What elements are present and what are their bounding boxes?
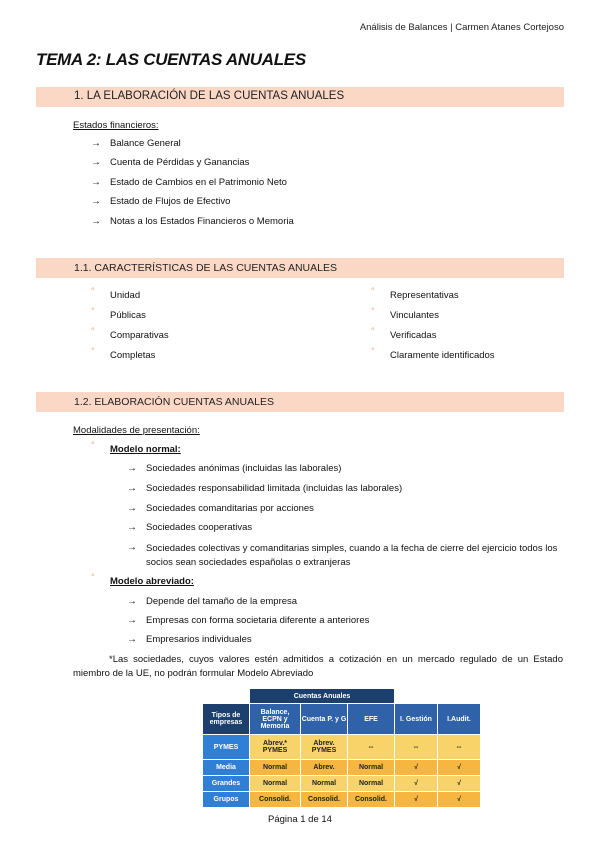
column-header: I.Audit.: [438, 704, 481, 735]
bullet-icon: °: [91, 346, 95, 356]
arrow-icon: →: [127, 503, 137, 514]
table-cell: Normal: [348, 776, 395, 792]
table-cell: Normal: [348, 760, 395, 776]
arrow-icon: →: [91, 216, 101, 227]
table-cell: √: [438, 760, 481, 776]
list-item: Claramente identificados: [390, 350, 495, 361]
table-cell: Normal: [301, 776, 348, 792]
section-1-1-heading: 1.1. CARACTERÍSTICAS DE LAS CUENTAS ANUALES: [74, 262, 337, 274]
running-header: Análisis de Balances | Carmen Atanes Cortejoso: [359, 22, 564, 33]
normal-model-title: Modelo normal:: [110, 444, 181, 455]
row-label: Grandes: [203, 776, 250, 792]
column-header: Tipos de empresas: [203, 704, 250, 735]
list-item: Vinculantes: [390, 310, 439, 321]
table-cell: Abrev.* PYMES: [250, 735, 301, 760]
list-item: Unidad: [110, 290, 141, 301]
row-label: Media: [203, 760, 250, 776]
arrow-icon: →: [127, 542, 137, 553]
arrow-icon: →: [127, 634, 137, 645]
abbreviated-model-title: Modelo abreviado:: [110, 576, 194, 587]
table-cell: Consolid.: [301, 792, 348, 808]
bullet-icon: °: [371, 346, 375, 356]
list-item: Estado de Flujos de Efectivo: [110, 196, 231, 207]
list-item: Notas a los Estados Financieros o Memoria: [110, 216, 294, 227]
list-item: Sociedades comanditarias por acciones: [146, 503, 314, 514]
arrow-icon: →: [91, 177, 101, 188]
section-1-2-heading: 1.2. ELABORACIÓN CUENTAS ANUALES: [74, 396, 274, 408]
presentation-modes-label: Modalidades de presentación:: [73, 425, 200, 436]
table-cell: Abrev. PYMES: [301, 735, 348, 760]
financial-statements-label: Estados financieros:: [73, 120, 159, 131]
table-row: [203, 776, 481, 792]
bullet-icon: °: [91, 440, 95, 450]
section-1-band: [36, 87, 564, 107]
table-cell: Consolid.: [250, 792, 301, 808]
list-item: Representativas: [390, 290, 459, 301]
list-item: Sociedades colectivas y comanditarias simples, cuando a la fecha de cierre del ejercicio todos los socios sean sociedades españolas o extranjeras: [146, 543, 558, 568]
bullet-icon: °: [371, 306, 375, 316]
bullet-icon: °: [91, 306, 95, 316]
arrow-icon: →: [127, 615, 137, 626]
list-item: Estado de Cambios en el Patrimonio Neto: [110, 177, 287, 188]
table-cell: √: [395, 760, 438, 776]
table-cell: √: [438, 776, 481, 792]
table-cell: --: [395, 735, 438, 760]
bullet-icon: °: [91, 326, 95, 336]
bullet-icon: °: [371, 326, 375, 336]
arrow-icon: →: [127, 522, 137, 533]
table-row: [203, 760, 481, 776]
column-header: I. Gestión: [395, 704, 438, 735]
arrow-icon: →: [127, 463, 137, 474]
section-1-heading: 1. LA ELABORACIÓN DE LAS CUENTAS ANUALES: [74, 90, 345, 102]
row-label: PYMES: [203, 735, 250, 760]
footnote: *Las sociedades, cuyos valores estén admitidos a cotización en un mercado regulado de un Estado miembro de la UE, no podrán formular Modelo Abreviado: [73, 654, 563, 679]
column-header: EFE: [348, 704, 395, 735]
list-item: Comparativas: [110, 330, 169, 341]
page-title: TEMA 2: LAS CUENTAS ANUALES: [36, 50, 306, 69]
arrow-icon: →: [91, 157, 101, 168]
table-row: [203, 735, 481, 760]
table-cell: Abrev.: [301, 760, 348, 776]
accounts-table: [202, 688, 481, 808]
table-cell: --: [438, 735, 481, 760]
table-cell: Consolid.: [348, 792, 395, 808]
column-header: Cuenta P. y G: [301, 704, 348, 735]
arrow-icon: →: [91, 138, 101, 149]
section-1-1-band: [36, 258, 564, 278]
arrow-icon: →: [91, 196, 101, 207]
page-number: Página 1 de 14: [268, 814, 332, 825]
list-item: Sociedades anónimas (incluidas las laborales): [146, 463, 342, 474]
arrow-icon: →: [127, 596, 137, 607]
table-group-header: Cuentas Anuales: [250, 689, 395, 704]
bullet-icon: °: [371, 286, 375, 296]
list-item: Depende del tamaño de la empresa: [146, 596, 298, 607]
list-item: Sociedades responsabilidad limitada (incluidas las laborales): [146, 483, 403, 494]
list-item: Verificadas: [390, 330, 437, 341]
list-item: Públicas: [110, 310, 146, 321]
list-item: Completas: [110, 350, 156, 361]
row-label: Grupos: [203, 792, 250, 808]
list-item: Cuenta de Pérdidas y Ganancias: [110, 157, 250, 168]
section-1-2-band: [36, 392, 564, 412]
bullet-icon: °: [91, 572, 95, 582]
list-item: Sociedades cooperativas: [146, 522, 253, 533]
list-item: Empresarios individuales: [146, 634, 252, 645]
table-cell: √: [438, 792, 481, 808]
bullet-icon: °: [91, 286, 95, 296]
list-item: Balance General: [110, 138, 181, 149]
table-cell: Normal: [250, 760, 301, 776]
table-row: [203, 792, 481, 808]
table-cell: √: [395, 792, 438, 808]
table-cell: --: [348, 735, 395, 760]
arrow-icon: →: [127, 483, 137, 494]
table-cell: Normal: [250, 776, 301, 792]
list-item: Empresas con forma societaria diferente a anteriores: [146, 615, 370, 626]
table-cell: √: [395, 776, 438, 792]
column-header: Balance, ECPN y Memoria: [250, 704, 301, 735]
